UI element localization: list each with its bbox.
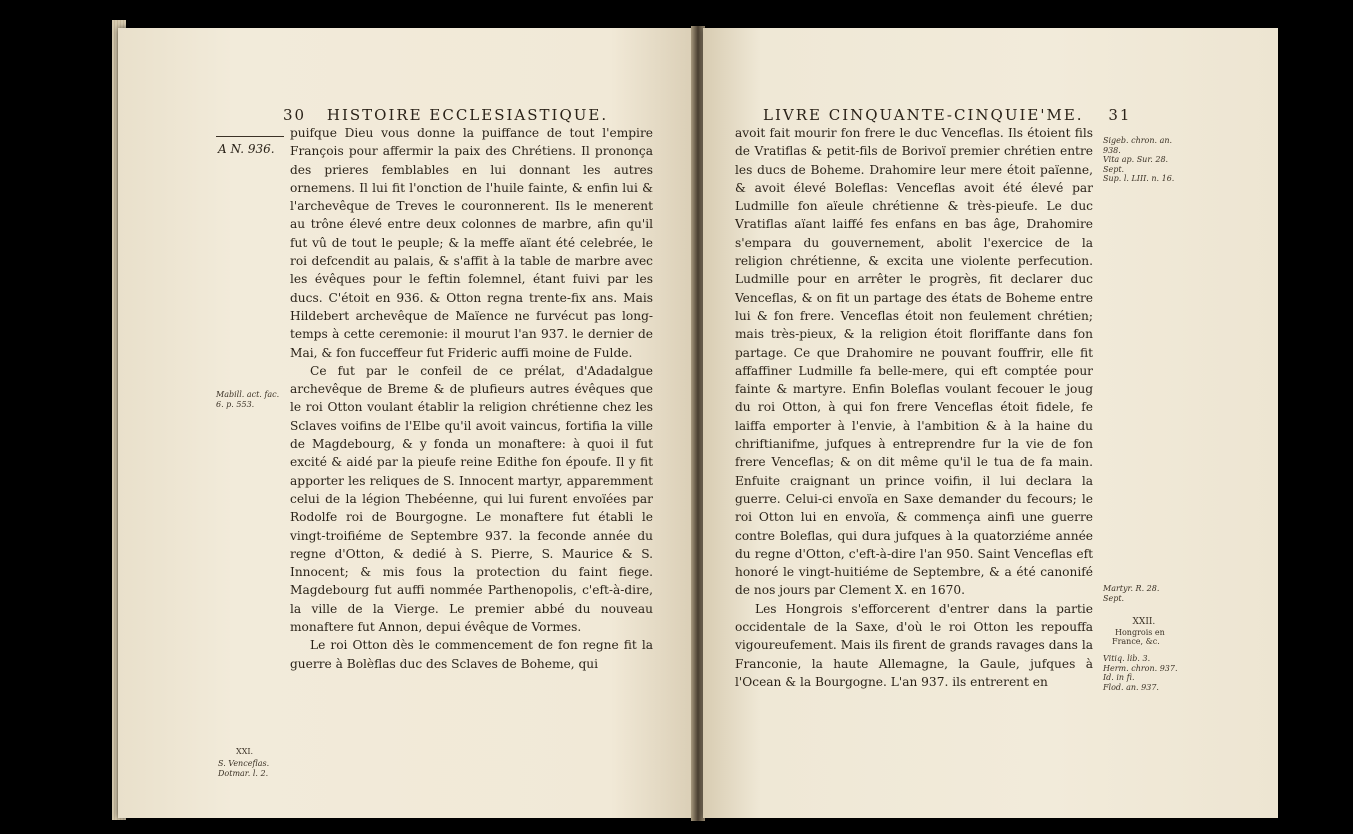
- margin-note-line: S. Venceflas.: [218, 759, 270, 768]
- margin-note-line: 938.: [1103, 145, 1121, 155]
- left-page-number: 30: [283, 106, 307, 124]
- open-book: [78, 18, 1278, 818]
- margin-note-line: Hongrois en: [1115, 627, 1165, 637]
- year-rule: [216, 136, 284, 137]
- margin-note-line: Sup. l. LIII. n. 16.: [1103, 174, 1175, 183]
- margin-note-line: France, &c.: [1112, 637, 1160, 646]
- paragraph: puifque Dieu vous donne la puiffance de tout l'empire François pour affermir la paix des Chrétiens. Il prononça des prieres femblables en lui donnant les autres ornemens. Il lui fit l'onction de l'huile fainte, & enfin lui & l'archevêque de Treves le couronnerent. Ils le menerent au trône élevé entre deux colonnes de marbre, afin qu'il fut vû de tout le peuple; & la meffe aïant été celebrée, le roi defcendit au palais, & s'affit à la table de marbre avec les évêques pour le feftin folemnel, étant fuivi par les ducs. C'étoit en 936. & Otton regna trente-fix ans. Mais Hildebert archevêque de Maïence ne furvécut pas long-temps à cette ceremonie: il mourut l'an 937. le dernier de Mai, & fon fucceffeur fut Frideric auffi moine de Fulde.: [290, 126, 653, 360]
- paragraph: Ce fut par le confeil de ce prélat, d'Adadalgue archevêque de Breme & de plufieurs autres évêques que le roi Otton voulant établir la religion chrétienne chez les Sclaves voifins de l'Elbe qu'il avoit vaincus, fortifia la ville de Magdebourg, & y fonda un monaftere: à quoi il fut excité & aidé par la pieufe reine Edithe fon époufe. Il y fit apporter les reliques de S. Innocent martyr, apparemment celui de la légion Thebéenne, qui lui furent envoïées par Rodolfe roi de Bourgogne. Le monaftere fut établi le vingt-troifiéme de Septembre 937. la feconde année du regne d'Otton, & dedié à S. Pierre, S. Maurice & S. Innocent; & mis fous la protection du faint fiege. Magdebourg fut auffi nommée Parthenopolis, c'eft-à-dire, la ville de la Vierge. Le premier abbé du nouveau monaftere fut Annon, depui évêque de Vormes.: [290, 363, 653, 635]
- left-body-text: [290, 124, 653, 673]
- margin-note-sigeb: [1103, 136, 1174, 184]
- right-page: [703, 28, 1278, 818]
- paragraph: Les Hongrois s'efforcerent d'entrer dans la partie occidentale de la Saxe, d'où le roi Otton les repouffa vigoureufement. Mais ils firent de grands ravages dans la Franconie, la haute Allemagne, la Gaule, jufques à l'Ocean & la Bourgogne. L'an 937. ils entrerent en: [735, 601, 1093, 689]
- margin-note-martyr: [1103, 584, 1159, 603]
- margin-note-line: Herm. chron. 937.: [1103, 663, 1178, 673]
- right-page-number: 31: [1108, 106, 1132, 124]
- margin-note-line: Martyr. R. 28.: [1103, 584, 1160, 593]
- paragraph: Le roi Otton dès le commencement de fon regne fit la guerre à Bolèflas duc des Sclaves de Boheme, qui: [290, 638, 653, 671]
- right-head-title: LIVRE CINQUANTE-CINQUIE'ME.: [763, 106, 1084, 124]
- margin-note-line: Sept.: [1103, 593, 1125, 603]
- right-running-head: [763, 106, 1131, 124]
- margin-note-mabill: [216, 390, 279, 409]
- margin-note-line: Mabill. act. fac.: [216, 390, 280, 399]
- left-page: [118, 28, 698, 818]
- year-label: A N. 936.: [218, 142, 275, 156]
- margin-note-line: Flod. an. 937.: [1103, 682, 1159, 692]
- margin-note-section-xxi: XXI.: [236, 747, 254, 756]
- margin-note-line: Vitiq. lib. 3.: [1103, 654, 1151, 663]
- margin-note-line: 6. p. 553.: [216, 399, 255, 409]
- margin-note-vitiq: [1103, 654, 1178, 692]
- margin-note-line: XXII.: [1132, 617, 1156, 627]
- margin-note-line: Dotmar. l. 2.: [218, 768, 269, 778]
- margin-note-venceflas: [218, 759, 269, 778]
- margin-note-section-xxii: [1107, 618, 1165, 647]
- margin-note-line: Sigeb. chron. an.: [1103, 136, 1173, 145]
- left-head-title: HISTOIRE ECCLESIASTIQUE.: [326, 106, 609, 124]
- paragraph: avoit fait mourir fon frere le duc Venceflas. Ils étoient fils de Vratiflas & petit-fils de Borivoï premier chrétien entre les ducs de Boheme. Drahomire leur mere étoit païenne, & avoit élevé Boleflas: Venceflas avoit été élevé par Ludmille fon aïeule chrétienne & très-pieufe. Le duc Vratiflas aïant laiffé fes enfans en bas âge, Drahomire s'empara du gouvernement, abolit l'exercice de la religion chrétienne, & excita une violente perfecution. Ludmille pour en arrêter le progrès, fit declarer duc Venceflas, & on fit un partage des états de Boheme entre lui & fon frere. Venceflas étoit non feulement chrétien; mais très-pieux, & la religion étoit floriffante dans fon partage. Ce que Drahomire ne pouvant fouffrir, elle fit affaffiner Ludmille fa belle-mere, qui eft comptée pour fainte & martyre. Enfin Boleflas voulant fecouer le joug du roi Otton, à qui fon frere Venceflas étoit fidele, fe laiffa emporter à l'envie, à l'ambition & à la haine du chriftianifme, jufques à entreprendre fur la vie de fon frere Venceflas; & on dit même qu'il le tua de fa main. Enfuite craignant un prince voifin, il lui declara la guerre. Celui-ci envoïa en Saxe demander du fecours; le roi Otton lui en envoïa, & commença ainfi une guerre contre Boleflas, qui dura jufques à la quatorziéme année du regne d'Otton, c'eft-à-dire l'an 950. Saint Venceflas eft honoré le vingt-huitiéme de Septembre, & a été canonifé de nos jours par Clement X. en 1670.: [735, 126, 1093, 598]
- left-running-head: [283, 106, 608, 124]
- margin-note-line: Id. in fi.: [1103, 673, 1135, 682]
- margin-note-line: Vita ap. Sur. 28.: [1103, 155, 1169, 164]
- right-body-text: [735, 124, 1093, 691]
- margin-note-line: Sept.: [1103, 164, 1125, 174]
